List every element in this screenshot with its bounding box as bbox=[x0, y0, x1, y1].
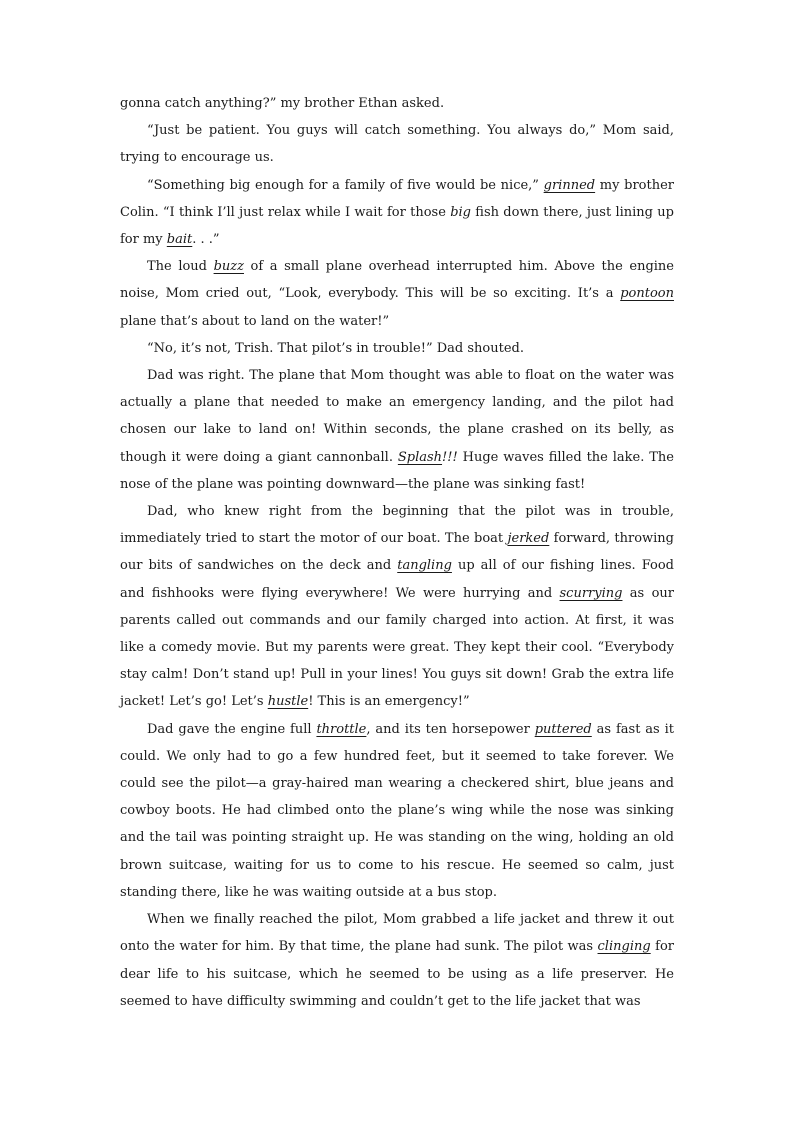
text-segment: ! This is an emergency!” bbox=[308, 694, 470, 710]
vocab-word: tangling bbox=[397, 558, 452, 574]
paragraph-2 bbox=[120, 117, 674, 171]
text-segment: as fast as it could. We only had to go a few hundred feet, but it seemed to take forever. We could see the pilot—a gray-haired man wearing a checkered shirt, blue jeans and cowboy boots. He had climbed onto the plane’s wing while the nose was sinking and the tail was pointing straight up. He was standing on the wing, holding an old brown suitcase, waiting for us to come to his rescue. He seemed so calm, just standing there, like he was waiting outside at a bus stop. bbox=[120, 721, 674, 900]
text-segment: gonna catch anything?” my brother Ethan asked. bbox=[120, 96, 445, 111]
text-segment: up all of our fishing lines. Food and fishhooks were flying everywhere! We were hurrying and bbox=[120, 558, 675, 601]
text-segment: as our parents called out commands and our family charged into action. At first, it was like a comedy movie. But my parents were great. They kept their cool. “Everybody stay calm! Don’t stand up! Pull in your lines! You guys sit down! Grab the extra life jacket! Let’s go! Let’s bbox=[120, 585, 674, 710]
vocab-word: Splash bbox=[397, 449, 443, 465]
text-segment: plane that’s about to land on the water!” bbox=[120, 313, 390, 329]
vocab-word: hustle bbox=[267, 694, 309, 710]
text-segment: forward, throwing our bits of sandwiches on the deck and bbox=[120, 531, 674, 574]
paragraph-7 bbox=[120, 498, 674, 716]
text-segment: Dad was right. The plane that Mom thought was able to float on the water was actually a plane that needed to make an emergency landing, and the pilot had chosen our lake to land on! Within seconds, the plane crashed on its belly, as though it were doing a giant cannonball. bbox=[120, 368, 674, 465]
emphasis-text: !!! bbox=[442, 449, 463, 465]
text-segment: for dear life to his suitcase, which he seemed to be using as a life preserver. He seemed to have difficulty swimming and couldn’t get to the life jacket that was bbox=[120, 939, 674, 1009]
document-page bbox=[120, 90, 674, 1015]
emphasis-text: big bbox=[450, 204, 471, 220]
vocab-word: puttered bbox=[534, 721, 592, 737]
vocab-word: jerked bbox=[507, 531, 550, 547]
text-segment: “Just be patient. You guys will catch something. You always do,” Mom said, trying to encourage us. bbox=[120, 123, 674, 166]
vocab-word: buzz bbox=[213, 259, 244, 275]
text-segment: Dad gave the engine full bbox=[147, 721, 317, 737]
paragraph-3 bbox=[120, 172, 674, 254]
text-segment: Huge waves filled the lake. The nose of the plane was pointing downward—the plane was sinking fast! bbox=[120, 449, 674, 492]
text-segment: “Something big enough for a family of five would be nice,” bbox=[147, 177, 544, 193]
paragraph-1 bbox=[120, 90, 674, 117]
vocab-word: grinned bbox=[543, 177, 596, 193]
text-segment: , and its ten horsepower bbox=[366, 721, 535, 737]
text-segment: of a small plane overhead interrupted him. Above the engine noise, Mom cried out, “Look, everybody. This will be so exciting. It’s a bbox=[120, 259, 674, 302]
paragraph-5 bbox=[120, 335, 674, 362]
text-segment: fish down there, just lining up for my bbox=[120, 204, 674, 248]
paragraph-4 bbox=[120, 253, 674, 335]
text-segment: . . .” bbox=[192, 232, 220, 248]
vocab-word: clinging bbox=[597, 939, 651, 955]
vocab-word: pontoon bbox=[620, 286, 674, 302]
text-segment: my brother Colin. “I think I’ll just relax while I wait for those bbox=[120, 177, 674, 220]
text-segment: Dad, who knew right from the beginning that the pilot was in trouble, immediately tried to start the motor of our boat. The boat bbox=[120, 504, 674, 547]
paragraph-8 bbox=[120, 716, 674, 906]
vocab-word: throttle bbox=[316, 721, 367, 737]
vocab-word: scurrying bbox=[559, 585, 623, 601]
text-segment: “No, it’s not, Trish. That pilot’s in trouble!” Dad shouted. bbox=[147, 340, 524, 356]
text-segment: When we finally reached the pilot, Mom grabbed a life jacket and threw it out onto the water for him. By that time, the plane had sunk. The pilot was bbox=[120, 912, 674, 955]
paragraph-9 bbox=[120, 906, 674, 1015]
text-segment: The loud bbox=[147, 259, 214, 275]
vocab-word: bait bbox=[166, 232, 193, 248]
paragraph-6 bbox=[120, 362, 674, 498]
